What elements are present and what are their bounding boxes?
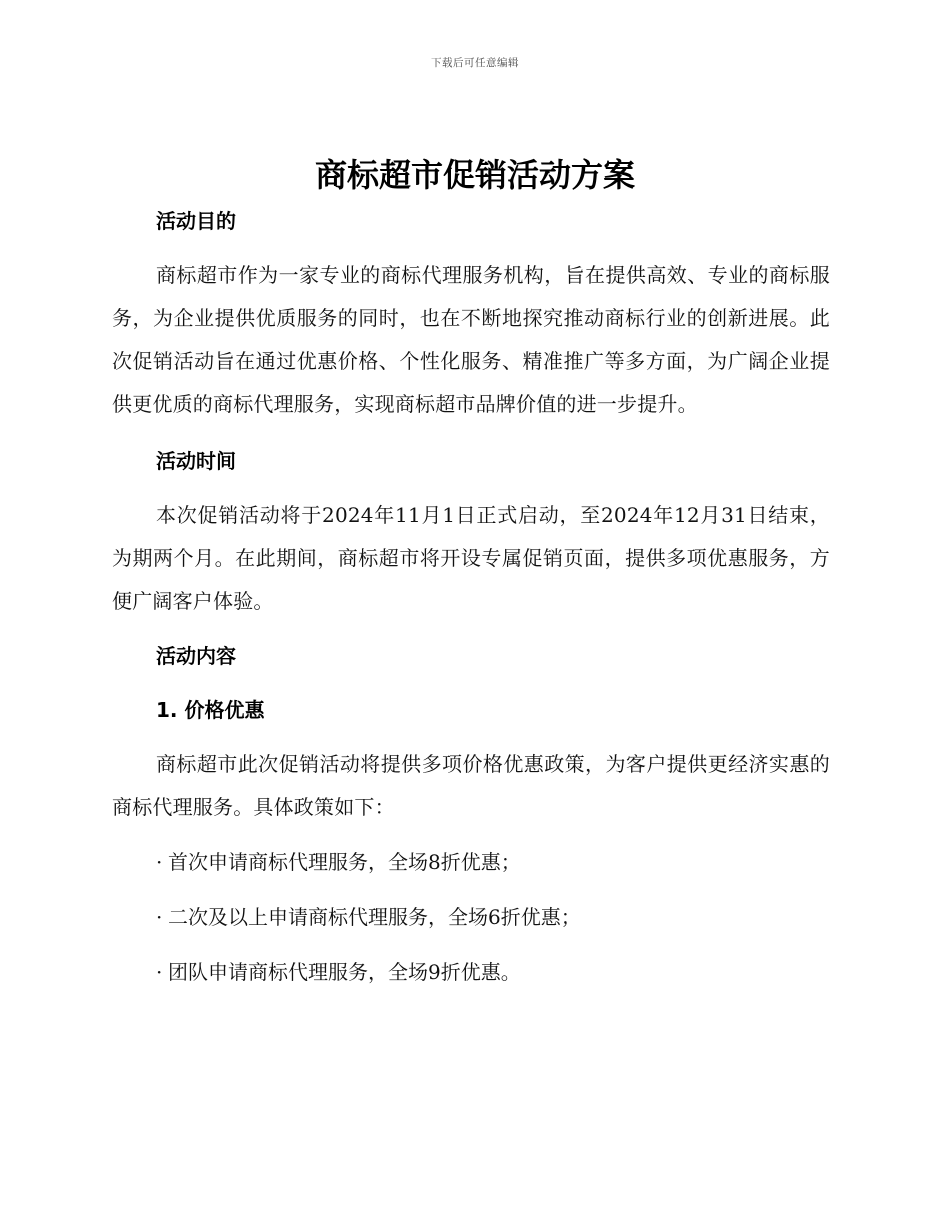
document-body <box>112 200 830 1006</box>
section-body-purpose: 商标超市作为一家专业的商标代理服务机构，旨在提供高效、专业的商标服务，为企业提供优质服务的同时，也在不断地探究推动商标行业的创新进展。此次促销活动旨在通过优惠价格、个性化服务、精准推广等多方面，为广阔企业提供更优质的商标代理服务，实现商标超市品牌价值的进一步提升。 <box>112 263 830 416</box>
bullet-dot-icon: · <box>156 850 163 874</box>
list-item <box>112 896 830 939</box>
bullet-dot-icon: · <box>156 960 163 984</box>
section-heading-purpose: 活动目的 <box>156 209 236 233</box>
list-item-text: 二次及以上申请商标代理服务，全场6折优惠； <box>168 905 581 929</box>
list-item <box>112 841 830 884</box>
section-body-time: 本次促销活动将于2024年11月1日正式启动，至2024年12月31日结束，为期两个月。在此期间，商标超市将开设专属促销页面，提供多项优惠服务，方便广阔客户体验。 <box>112 503 830 613</box>
bullet-dot-icon: · <box>156 905 163 929</box>
section-heading-time: 活动时间 <box>156 449 236 473</box>
section-body-price-discount: 商标超市此次促销活动将提供多项价格优惠政策，为客户提供更经济实惠的商标代理服务。具体政策如下： <box>112 752 830 819</box>
discount-list <box>112 841 830 994</box>
document-title: 商标超市促销活动方案 <box>314 156 635 194</box>
list-item-text: 首次申请商标代理服务，全场8折优惠； <box>168 850 521 874</box>
section-heading-content: 活动内容 <box>156 644 236 668</box>
list-item <box>112 951 830 994</box>
list-item-text: 团队申请商标代理服务，全场9折优惠。 <box>168 960 521 984</box>
header-note: 下载后可任意编辑 <box>431 57 519 69</box>
section-heading-price-discount: 1. 价格优惠 <box>156 698 265 722</box>
